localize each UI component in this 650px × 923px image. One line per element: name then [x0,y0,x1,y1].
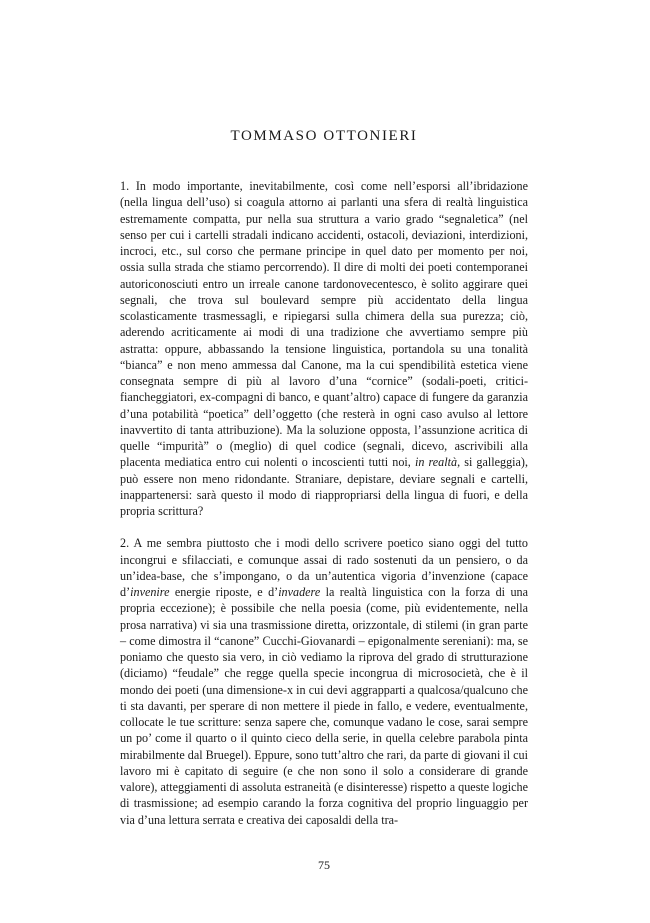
paragraph-2-text-a: 2. A me sembra piuttosto che i modi dello scrivere poetico siano oggi del tutto incongrui e sfilacciati, e comunque assai di rado sostenuti da un pensiero, o da un’idea-base, che s’impongano, o da un’autentica vigoria d’invenzione (capace d’ [120,536,528,599]
paragraph-1-text-b: , si galleggia), può essere non meno ridondante. Straniare, depistare, deviare segnali e cartelli, inappartenersi: sarà questo il modo di riappropriarsi della lingua di fuori, e della propria scrittura? [120,455,529,518]
page-number: 75 [318,858,330,872]
paragraph-2-italic-invadere: invadere [278,585,321,599]
paragraph-2-text-b: energie riposte, e d’ [169,585,279,599]
paragraph-1 [120,178,528,519]
author-heading: TOMMASO OTTONIERI [230,128,418,144]
paragraph-1-text-a: 1. In modo importante, inevitabilmente, così come nell’esporsi all’ibridazione (nella lingua dell’uso) si coagula attorno ai parlanti una sfera di realtà linguistica estremamente compatta, pur nella sua struttura a vario grado “segnaletica” (nel senso per cui i cartelli stradali indicano accidenti, ostacoli, deviazioni, interdizioni, incroci, etc., sul corso che permane principe in quel dato per momento per noi, ossia sulla strada che stiamo percorrendo). Il dire di molti dei poeti contemporanei autoriconosciuti entro un irreale canone tardonovecentesco, è solito aggirare quei segnali, che trova sul boulevard sempre più accidentato della lingua scolasticamente trasmessagli, e ripiegarsi sulla chimera della sua purezza; ciò, aderendo acriticamente ai modi di una tradizione che avvertiamo sempre più astratta: oppure, abbassando la tensione linguistica, portandola su una tonalità “bianca” e non meno ammessa dal Canone, ma la cui spendibilità estetica viene consegnata sempre di più al lavoro d’una “cornice” (sodali-poeti, critici-fiancheggiatori, ex-compagni di banco, e quant’altro) capace di fungere da garanzia d’una potabilità “poetica” dell’oggetto (che resterà in ogni caso avulso al lettore inavvertito di tanta attribuzione). Ma la soluzione opposta, l’assunzione acritica di quelle “impurità” o (meglio) di quel codice (segnali, dicevo, ascrivibili alla placenta mediatica entro cui nolenti o incoscienti tutti noi, [120,179,528,470]
paragraph-2 [120,535,528,828]
essay-body [120,178,528,828]
paragraph-1-italic-in-realta: in realtà [414,455,458,470]
book-page [120,0,528,923]
paragraph-2-italic-invenire: invenire [130,585,170,599]
paragraph-2-text-c: la realtà linguistica con la forza di una propria eccezione); è possibile che nella poesia (come, più evidentemente, nella prosa narrativa) vi sia una trasmissione diretta, orizzontale, di stilemi (in gran parte – come dimostra il “canone” Cucchi-Giovanardi – epigonalmente sereniani): ma, se poniamo che questo sia vero, in ciò vediamo la riprova del grado di strutturazione (diciamo) “feudale” che regge quella specie incongrua di microsocietà, che è il mondo dei poeti (una dimensione-x in cui devi aggrapparti a qualcosa/qualcuno che ti sta davanti, per sperare di non mettere il piede in fallo, e vedere, eventualmente, collocate le tue scritture: senza sapere che, comunque vadano le cose, sarai sempre un po’ come il quarto o il quinto cieco della serie, in quella celebre parabola pinta mirabilmente dal Bruegel). Eppure, sono tutt’altro che rari, da parte di giovani il cui lavoro mi è capitato di seguire (e che non sono il solo a considerare di grande valore), atteggiamenti di assoluta estraneità (e disinteresse) rispetto a queste logiche di trasmissione; ad esempio carando la forza cognitiva del proprio linguaggio per via d’una lettura serrata e creativa dei caposaldi della tra- [120,585,528,827]
